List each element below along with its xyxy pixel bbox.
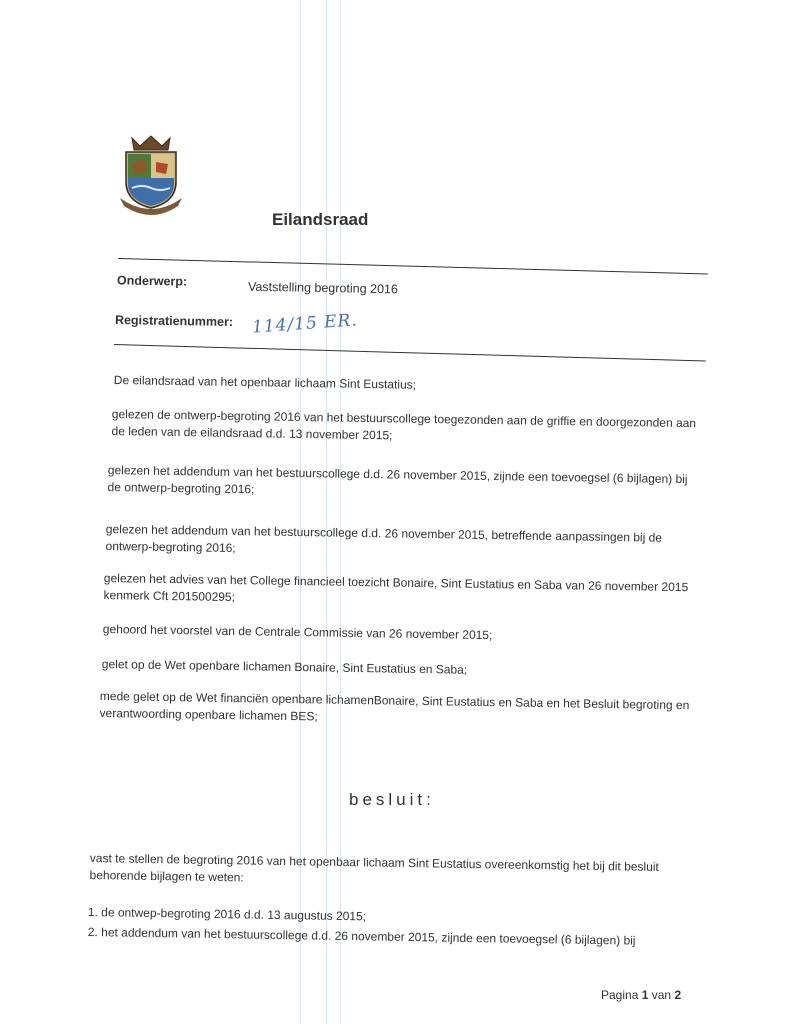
consideration-6: gelet op de Wet openbare lichamen Bonaire, Sint Eustatius en Saba;	[101, 656, 468, 677]
consideration-2: gelezen het addendum van het bestuurscollege d.d. 26 november 2015, zijnde een toevoegsel (6 bijlagen) bij de ontwerp-begroting 2016;	[107, 462, 688, 497]
registration-label: Registratienummer:	[114, 312, 234, 330]
consideration-3: gelezen het addendum van het bestuurscollege d.d. 26 november 2015, betreffende aanpassingen bij de ontwerp-begroting 2016;	[105, 521, 663, 556]
of-word: van	[651, 988, 672, 1002]
consideration-7: mede gelet op de Wet financiën openbare lichamenBonaire, Sint Eustatius en Saba en het Besluit begroting en verantwoording openbare lichamen BES;	[99, 688, 690, 724]
subject-value: Vaststelling begroting 2016	[247, 279, 398, 297]
divider	[118, 258, 708, 274]
page-number: 1	[641, 988, 649, 1002]
decision-item-1: 1. de ontwep-begroting 2016 d.d. 13 augustus 2015;	[87, 904, 367, 924]
decision-heading: besluit:	[349, 790, 435, 809]
total-pages: 2	[674, 988, 682, 1002]
subject-label: Onderwerp:	[116, 273, 188, 289]
decision-item-2: 2. het addendum van het bestuurscollege d.d. 26 november 2015, zijnde een toevoegsel (6 bijlagen) bij	[87, 924, 636, 948]
consideration-1: gelezen de ontwerp-begroting 2016 van het bestuurscollege toegezonden aan de griffie en doorgezonden aan de leden van de eilandsraad d.d. 13 november 2015;	[111, 406, 697, 443]
page-indicator	[601, 988, 681, 1002]
consideration-5: gehoord het voorstel van de Centrale Commissie van 26 november 2015;	[102, 621, 493, 643]
page-word: Pagina	[601, 988, 639, 1002]
coat-of-arms-icon	[118, 134, 184, 216]
page-title: Eilandsraad	[272, 210, 369, 229]
decision-text: vast te stellen de begroting 2016 van het openbaar lichaam Sint Eustatius overeenkomstig het bij dit besluit behorende bijlagen te weten:	[89, 850, 659, 885]
consideration-4: gelezen het advies van het College financieel toezicht Bonaire, Sint Eustatius en Saba van 26 november 2015 kenmerk Cft 201500295;	[103, 570, 689, 605]
registration-value: 114/15 ER.	[251, 310, 359, 338]
divider	[114, 344, 706, 362]
intro-text: De eilandsraad van het openbaar lichaam Sint Eustatius;	[113, 372, 417, 392]
